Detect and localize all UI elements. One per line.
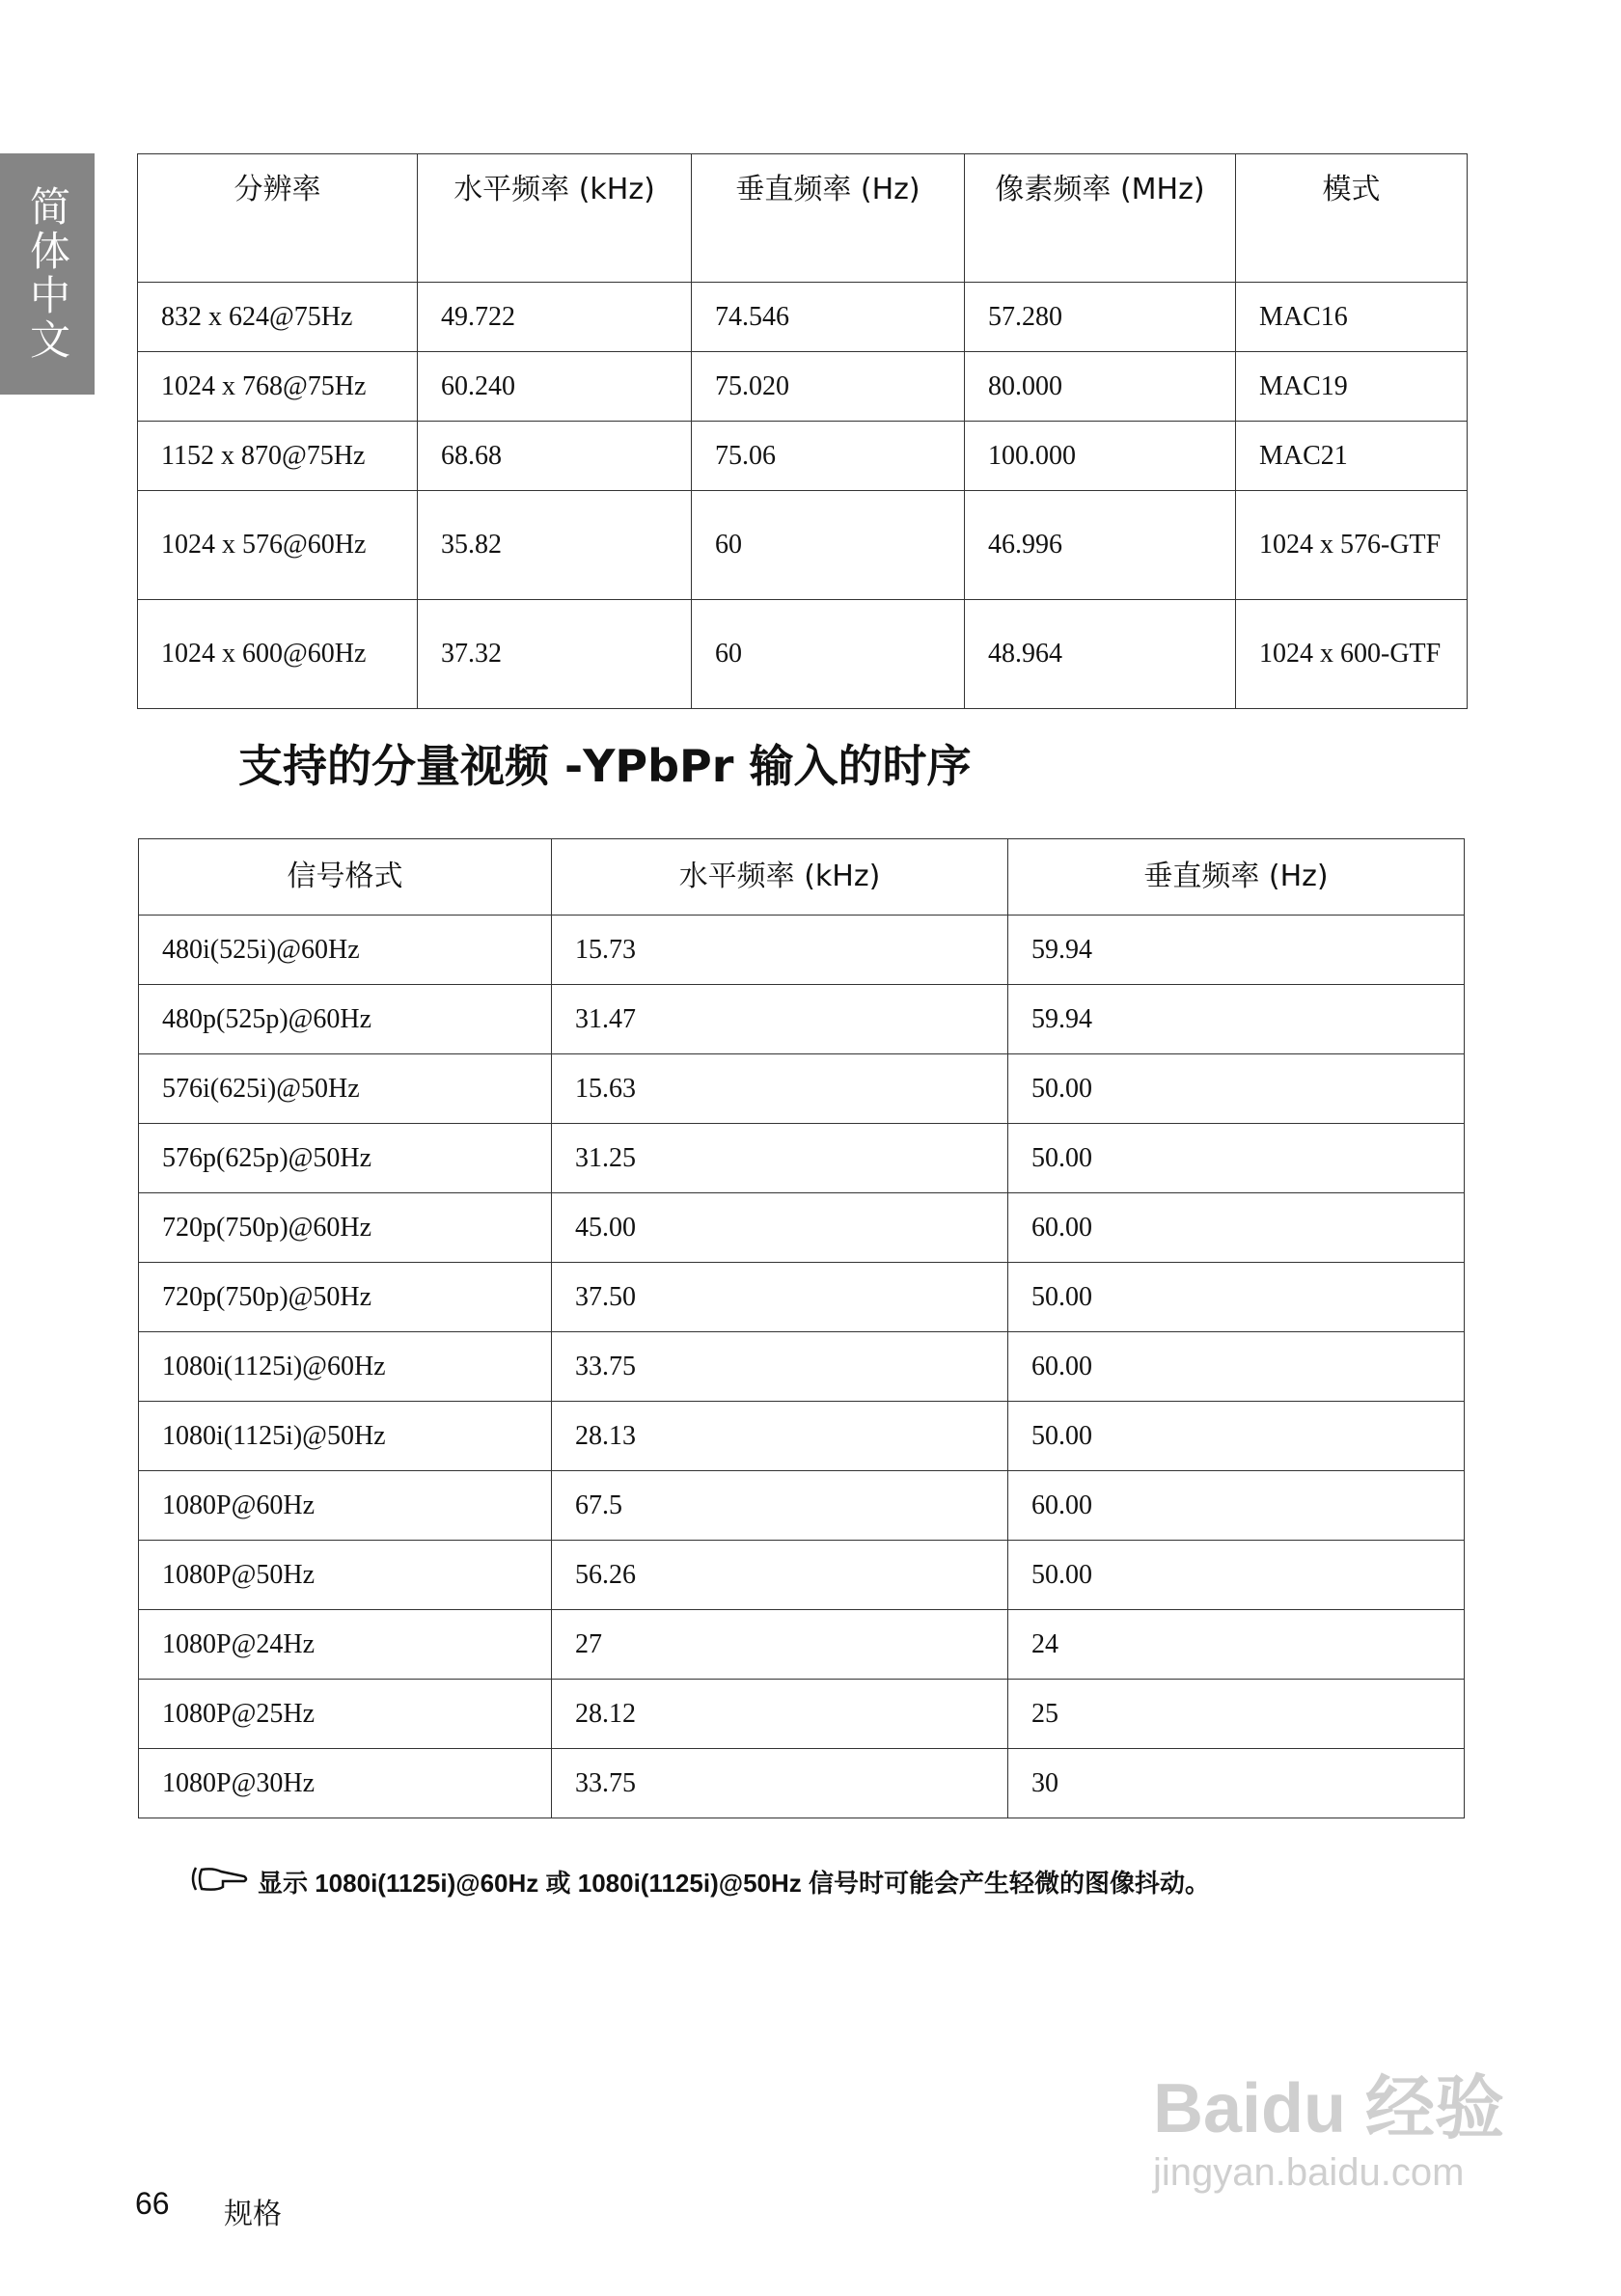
table-cell: 46.996 xyxy=(965,491,1236,600)
table-cell: MAC16 xyxy=(1236,283,1468,352)
table-row xyxy=(139,1402,1465,1471)
table-cell: 45.00 xyxy=(552,1193,1008,1263)
table-cell: 33.75 xyxy=(552,1749,1008,1818)
table-cell: 1080P@30Hz xyxy=(139,1749,552,1818)
table-cell: 60.00 xyxy=(1008,1471,1465,1541)
table-cell: 28.13 xyxy=(552,1402,1008,1471)
column-header: 水平频率 (kHz) xyxy=(552,839,1008,916)
table-cell: 60 xyxy=(692,600,965,709)
table-cell: 1024 x 576@60Hz xyxy=(138,491,418,600)
table-cell: 68.68 xyxy=(418,422,692,491)
column-header: 分辨率 xyxy=(138,154,418,283)
table-cell: 27 xyxy=(552,1610,1008,1680)
table-cell: 1024 x 576-GTF xyxy=(1236,491,1468,600)
table-row xyxy=(139,1680,1465,1749)
table-cell: 60.00 xyxy=(1008,1193,1465,1263)
table-cell: 50.00 xyxy=(1008,1402,1465,1471)
table-cell: 31.47 xyxy=(552,985,1008,1054)
baidu-watermark xyxy=(1153,2070,1505,2194)
table-row xyxy=(138,422,1468,491)
table-cell: 74.546 xyxy=(692,283,965,352)
table-cell: 35.82 xyxy=(418,491,692,600)
table-cell: 30 xyxy=(1008,1749,1465,1818)
vga-timing-table xyxy=(137,153,1468,709)
table-cell: 60.00 xyxy=(1008,1332,1465,1402)
table-cell: 15.73 xyxy=(552,916,1008,985)
table-cell: 60.240 xyxy=(418,352,692,422)
table-cell: 1080P@50Hz xyxy=(139,1541,552,1610)
table-row xyxy=(139,1193,1465,1263)
table-cell: 59.94 xyxy=(1008,985,1465,1054)
footer-section-label: 规格 xyxy=(224,2198,282,2231)
table-cell: MAC19 xyxy=(1236,352,1468,422)
table-row xyxy=(139,1332,1465,1402)
pointing-hand-icon xyxy=(188,1864,250,1900)
table-cell: 480i(525i)@60Hz xyxy=(139,916,552,985)
table-cell: 50.00 xyxy=(1008,1124,1465,1193)
column-header: 像素频率 (MHz) xyxy=(965,154,1236,283)
table-row xyxy=(139,1263,1465,1332)
table-cell: 1080i(1125i)@60Hz xyxy=(139,1332,552,1402)
table-row xyxy=(139,1054,1465,1124)
column-header: 信号格式 xyxy=(139,839,552,916)
table-cell: 1152 x 870@75Hz xyxy=(138,422,418,491)
column-header: 垂直频率 (Hz) xyxy=(1008,839,1465,916)
table-cell: 480p(525p)@60Hz xyxy=(139,985,552,1054)
table-row xyxy=(139,1610,1465,1680)
section-title: 支持的分量视频 -YPbPr 输入的时序 xyxy=(238,740,972,792)
table-cell: 37.32 xyxy=(418,600,692,709)
column-header: 水平频率 (kHz) xyxy=(418,154,692,283)
table-row xyxy=(138,352,1468,422)
table-cell: 67.5 xyxy=(552,1471,1008,1541)
table-cell: 49.722 xyxy=(418,283,692,352)
table-cell: 31.25 xyxy=(552,1124,1008,1193)
table-cell: 1024 x 600@60Hz xyxy=(138,600,418,709)
table-cell: 24 xyxy=(1008,1610,1465,1680)
table-cell: 1080P@25Hz xyxy=(139,1680,552,1749)
table-cell: 1080P@60Hz xyxy=(139,1471,552,1541)
table-cell: 15.63 xyxy=(552,1054,1008,1124)
table-cell: 576p(625p)@50Hz xyxy=(139,1124,552,1193)
table-row xyxy=(138,283,1468,352)
table-cell: 832 x 624@75Hz xyxy=(138,283,418,352)
table-cell: 48.964 xyxy=(965,600,1236,709)
table-cell: 60 xyxy=(692,491,965,600)
table-cell: 50.00 xyxy=(1008,1054,1465,1124)
table-cell: 25 xyxy=(1008,1680,1465,1749)
ypbpr-timing-table xyxy=(138,838,1465,1818)
table-row xyxy=(139,985,1465,1054)
table-cell: 1024 x 600-GTF xyxy=(1236,600,1468,709)
table-row xyxy=(138,491,1468,600)
table-cell: 50.00 xyxy=(1008,1263,1465,1332)
table-cell: 28.12 xyxy=(552,1680,1008,1749)
table-cell: 576i(625i)@50Hz xyxy=(139,1054,552,1124)
table-cell: 1024 x 768@75Hz xyxy=(138,352,418,422)
table-cell: 33.75 xyxy=(552,1332,1008,1402)
table-row xyxy=(139,1471,1465,1541)
table-cell: 100.000 xyxy=(965,422,1236,491)
table-cell: 1080P@24Hz xyxy=(139,1610,552,1680)
table-cell: 56.26 xyxy=(552,1541,1008,1610)
table-cell: MAC21 xyxy=(1236,422,1468,491)
table-cell: 720p(750p)@50Hz xyxy=(139,1263,552,1332)
table-row xyxy=(139,1749,1465,1818)
table-cell: 59.94 xyxy=(1008,916,1465,985)
table-cell: 75.020 xyxy=(692,352,965,422)
table-cell: 720p(750p)@60Hz xyxy=(139,1193,552,1263)
table-row xyxy=(139,1124,1465,1193)
column-header: 模式 xyxy=(1236,154,1468,283)
language-side-tab: 简体中文 xyxy=(0,153,95,395)
table-row xyxy=(139,916,1465,985)
table-cell: 1080i(1125i)@50Hz xyxy=(139,1402,552,1471)
table-cell: 80.000 xyxy=(965,352,1236,422)
table-cell: 57.280 xyxy=(965,283,1236,352)
column-header: 垂直频率 (Hz) xyxy=(692,154,965,283)
table-cell: 37.50 xyxy=(552,1263,1008,1332)
table-cell: 50.00 xyxy=(1008,1541,1465,1610)
table-cell: 75.06 xyxy=(692,422,965,491)
table-row xyxy=(139,1541,1465,1610)
table-row xyxy=(138,600,1468,709)
note xyxy=(188,1864,1210,1900)
watermark-url: jingyan.baidu.com xyxy=(1153,2151,1465,2194)
page-number: 66 xyxy=(135,2186,170,2221)
note-text: 显示 1080i(1125i)@60Hz 或 1080i(1125i)@50Hz 信号时可能会产生轻微的图像抖动。 xyxy=(258,1869,1211,1898)
watermark-brand: Baidu 经验 xyxy=(1153,2070,1505,2147)
